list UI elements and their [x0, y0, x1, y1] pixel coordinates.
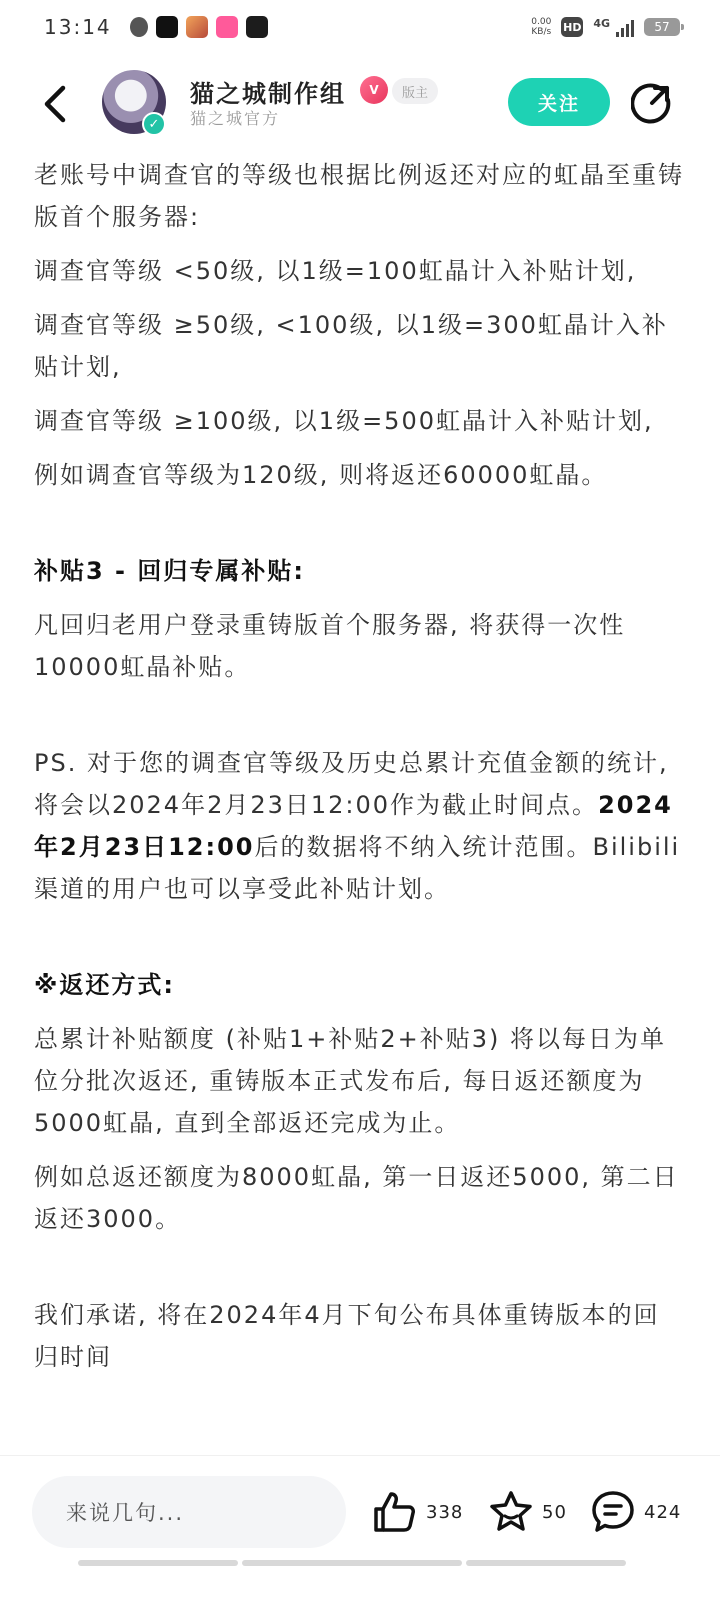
spacer	[34, 1252, 684, 1294]
share-button[interactable]	[630, 82, 674, 126]
comment-bubble-icon	[590, 1489, 636, 1535]
spacer	[34, 508, 684, 550]
share-icon	[631, 83, 673, 125]
section-heading: 补贴3 - 回归专属补贴:	[34, 557, 305, 585]
favorite-button[interactable]	[488, 1486, 567, 1538]
qq-icon	[130, 17, 148, 37]
favorite-count: 50	[542, 1501, 567, 1523]
verified-icon: ✓	[142, 112, 166, 136]
paragraph: 老账号中调查官的等级也根据比例返还对应的虹晶至重铸版首个服务器:	[34, 161, 684, 231]
home-indicator	[78, 1560, 626, 1566]
author-name[interactable]: 猫之城制作组	[190, 80, 346, 108]
tiktok-icon	[156, 16, 178, 38]
status-app-icons	[130, 16, 268, 38]
paragraph: 例如总返还额度为8000虹晶, 第一日返还5000, 第二日返还3000。	[34, 1163, 679, 1233]
post-header	[0, 60, 720, 148]
paragraph: 调查官等级 ≥100级, 以1级=500虹晶计入补贴计划,	[34, 407, 654, 435]
paragraph: 调查官等级 ≥50级, <100级, 以1级=300虹晶计入补贴计划,	[34, 311, 668, 381]
status-indicators	[531, 17, 680, 37]
paragraph: 总累计补贴额度 (补贴1+补贴2+补贴3) 将以每日为单位分批次返还, 重铸版本正式发布后, 每日返还额度为5000虹晶, 直到全部返还完成为止。	[34, 1025, 667, 1137]
role-badge: 版主	[392, 78, 438, 104]
paragraph: 调查官等级 <50级, 以1级=100虹晶计入补贴计划,	[34, 257, 637, 285]
net-speed: 0.00 KB/s	[531, 17, 552, 37]
music-icon	[246, 16, 268, 38]
comment-input[interactable]: 来说几句...	[32, 1476, 346, 1548]
chevron-left-icon	[41, 85, 67, 123]
status-bar	[0, 0, 720, 54]
lofter-icon	[216, 16, 238, 38]
level-badge: V	[360, 76, 388, 104]
deadline-bold: 2024年2月23日12:00	[34, 791, 673, 861]
battery-icon: 57	[644, 18, 680, 36]
paragraph: 我们承诺, 将在2024年4月下旬公布具体重铸版本的回归时间	[34, 1301, 660, 1371]
author-subtitle: 猫之城官方	[190, 109, 281, 128]
paragraph: 例如调查官等级为120级, 则将返还60000虹晶。	[34, 461, 608, 489]
back-button[interactable]	[34, 82, 74, 126]
bottom-action-bar	[0, 1455, 720, 1605]
paragraph: 凡回归老用户登录重铸版首个服务器, 将获得一次性10000虹晶补贴。	[34, 611, 626, 681]
status-time: 13:14	[44, 15, 112, 39]
spacer	[34, 700, 684, 742]
like-button[interactable]	[372, 1486, 463, 1538]
hd-icon: HD	[561, 17, 583, 37]
post-content	[34, 154, 684, 1454]
ps-text-cont: 后的数据将不纳入统计范围。Bilibili渠道的用户也可以享受此补贴计划。	[34, 833, 681, 903]
paragraph	[34, 742, 684, 910]
ps-text: PS. 对于您的调查官等级及历史总累计充值金额的统计, 将会以2024年2月23日12:00作为截止时间点。	[34, 749, 669, 819]
section-heading: ※返还方式:	[34, 971, 175, 999]
game-icon	[186, 16, 208, 38]
like-count: 338	[426, 1501, 464, 1523]
thumbs-up-icon	[372, 1489, 418, 1535]
spacer	[34, 922, 684, 964]
network-type: 4G	[593, 17, 610, 30]
comment-button[interactable]	[590, 1486, 681, 1538]
signal-icon	[616, 17, 634, 37]
follow-button[interactable]: 关注	[508, 78, 610, 126]
comment-count: 424	[644, 1501, 682, 1523]
star-icon	[488, 1489, 534, 1535]
